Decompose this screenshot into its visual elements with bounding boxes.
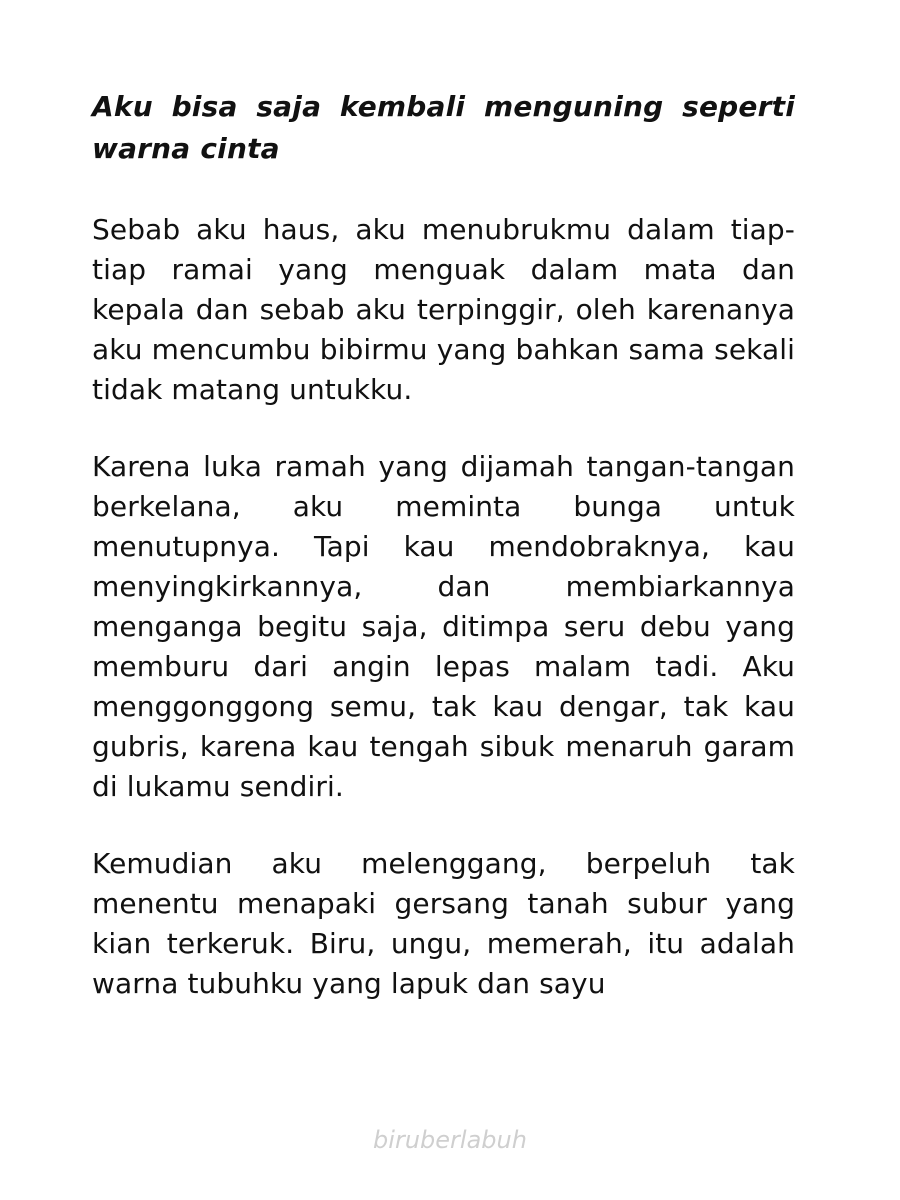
- poem-paragraph-2: Karena luka ramah yang dijamah tangan-tangan berkelana, aku meminta bunga untuk menutupnya. Tapi kau mendobraknya, kau menyingkirkannya, dan membiarkannya menganga begitu saja, ditimpa seru debu yang memburu dari angin lepas malam tadi. Aku menggonggong semu, tak kau dengar, tak kau gubris, karena kau tengah sibuk menaruh garam di lukamu sendiri.: [92, 450, 795, 803]
- author-watermark: biruberlabuh: [373, 1126, 527, 1154]
- poem-title: Aku bisa saja kembali menguning seperti warna cinta: [92, 90, 795, 165]
- poem-paragraph-1: Sebab aku haus, aku menubrukmu dalam tiap-tiap ramai yang menguak dalam mata dan kepala dan sebab aku terpinggir, oleh karenanya aku mencumbu bibirmu yang bahkan sama sekali tidak matang untukku.: [92, 213, 795, 406]
- poem-body: [92, 86, 795, 1004]
- poem-paragraph-3: Kemudian aku melenggang, berpeluh tak menentu menapaki gersang tanah subur yang kian terkeruk. Biru, ungu, memerah, itu adalah warna tubuhku yang lapuk dan sayu: [92, 847, 795, 1000]
